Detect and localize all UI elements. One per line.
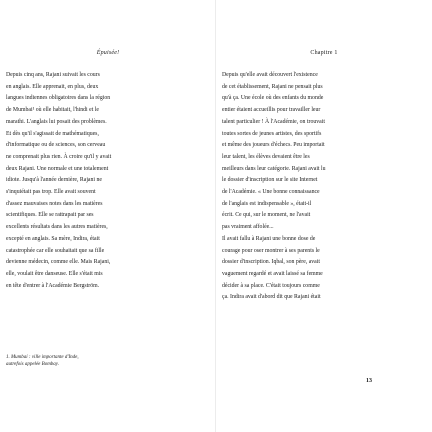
text-line: écrit. Ce qui, sur le moment, ne l'avait — [222, 212, 311, 219]
text-line: Depuis qu'elle avait découvert l'existence — [222, 72, 318, 78]
text-line: talent particulier ! À l'Académie, on trouvait — [222, 118, 325, 125]
text-line: 1. Mumbai : ville importante d'Inde, — [6, 355, 79, 360]
text-line: ne comprenait plus rien. À croire qu'il y avait — [6, 153, 112, 160]
text-line: en anglais. Elle apprenait, en plus, deux — [6, 83, 99, 90]
footnote — [6, 354, 79, 368]
text-line: excellents résultats dans les autres matières, — [6, 224, 108, 231]
left-body-text — [6, 70, 206, 292]
text-line: leur talent, les élèves devaient être les — [222, 153, 310, 160]
page-number: 13 — [366, 378, 372, 384]
text-line: qu'à ça. Une école où des enfants du monde — [222, 95, 324, 102]
text-line: excepté en anglais. Sa mère, Indira, était — [6, 235, 100, 242]
text-line: dossier d'inscription. Iqbal, son père, avait — [222, 259, 320, 266]
text-line: s'inquiétait pas trop. Elle avait souvent — [6, 189, 96, 196]
text-line: courage pour oser montrer à ses parents le — [222, 247, 320, 254]
text-line: de l'Académie. « Une bonne connaissance — [222, 189, 320, 196]
text-line: le dossier d'inscription sur le site Internet — [222, 177, 318, 184]
text-line: scientifiques. Elle se rattrapait par ses — [6, 212, 94, 219]
right-page — [216, 0, 432, 432]
text-line: et même des joueurs d'échecs. Peu importait — [222, 142, 325, 149]
running-header-left: Épuisée! — [96, 50, 120, 56]
text-line: marathi. L'anglais lui posait des problèmes. — [6, 118, 107, 125]
text-line: d'assez mauvaises notes dans les matières — [6, 200, 103, 207]
text-line: entier étaient accueillis pour travailler leur — [222, 107, 321, 114]
text-line: pas vraiment affolée... — [222, 224, 274, 231]
text-line: deux Rajani. Une normale et une totalement — [6, 165, 109, 172]
text-line: langues indiennes obligatoires dans la région — [6, 95, 111, 102]
text-line: Il avait fallu à Rajani une bonne dose de — [222, 235, 316, 242]
text-line: Et dès qu'il s'agissait de mathématiques, — [6, 130, 99, 137]
text-line: idiote. Jusqu'à l'année dernière, Rajani ne — [6, 177, 102, 184]
text-line: ça. Indira avait d'abord dit que Rajani était — [222, 294, 321, 301]
running-header-right: Chapitre 1 — [310, 50, 338, 56]
text-line: décider à sa place. C'était toujours comme — [222, 282, 320, 289]
text-line: en tête d'entrer à l'Académie Bergström. — [6, 282, 100, 289]
text-line: de l'anglais est indispensable », était-il — [222, 200, 312, 207]
text-line: de Mumbai¹ où elle habitait, l'hindi et le — [6, 107, 99, 114]
text-line: toutes sortes de jeunes artistes, des sportifs — [222, 130, 322, 137]
text-line: vaguement regardé et avait laissé sa femme — [222, 270, 323, 277]
text-line: elle, voulait être danseuse. Elle s'était mis — [6, 270, 103, 277]
text-line: autrefois appelée Bombay. — [6, 362, 59, 367]
text-line: meilleurs dans leur catégorie. Rajani avait lu — [222, 165, 326, 172]
text-line: Depuis cinq ans, Rajani suivait les cours — [6, 72, 100, 78]
text-line: de cet établissement, Rajani ne pensait plus — [222, 83, 323, 90]
text-line: devienne médecin, comme elle. Mais Rajani, — [6, 259, 111, 266]
right-body-text — [222, 70, 398, 304]
text-line: d'informatique ou de sciences, son cerveau — [6, 142, 106, 149]
text-line: catastrophée car elle souhaitait que sa fille — [6, 247, 105, 254]
